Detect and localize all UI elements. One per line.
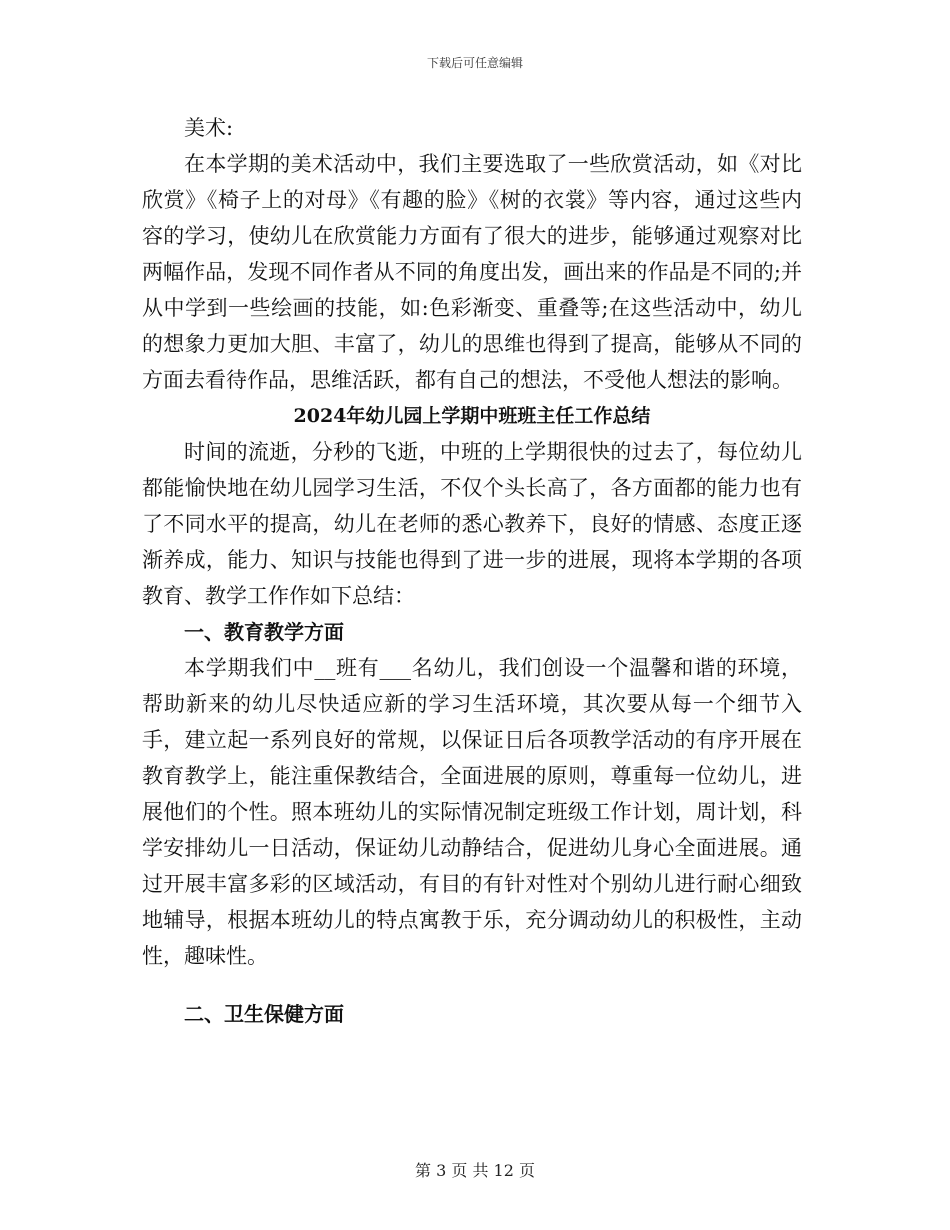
- document-body: [142, 110, 802, 1032]
- art-section-paragraph: 在本学期的美术活动中，我们主要选取了一些欣赏活动，如《对比欣赏》《椅子上的对母》《有趣的脸》《树的衣裳》等内容，通过这些内容的学习，使幼儿在欣赏能力方面有了很大的进步，能够通过观察对比两幅作品，发现不同作者从不同的角度出发，画出来的作品是不同的;并从中学到一些绘画的技能，如:色彩渐变、重叠等;在这些活动中，幼儿的想象力更加大胆、丰富了，幼儿的思维也得到了提高，能够从不同的方面去看待作品，思维活跃，都有自己的想法，不受他人想法的影响。: [142, 152, 802, 392]
- page-number: 第 3 页 共 12 页: [415, 1161, 535, 1180]
- document-title: 2024年幼儿园上学期中班班主任工作总结: [293, 405, 651, 427]
- section-heading-health: 二、卫生保健方面: [184, 1002, 344, 1026]
- page-header: 下载后可任意编辑: [426, 56, 523, 70]
- section-heading-education: 一、教育教学方面: [184, 620, 344, 644]
- education-paragraph: 本学期我们中__班有___名幼儿，我们创设一个温馨和谐的环境，帮助新来的幼儿尽快适应新的学习生活环境，其次要从每一个细节入手，建立起一系列良好的常规，以保证日后各项教学活动的有序开展在教育教学上，能注重保教结合，全面进展的原则，尊重每一位幼儿，进展他们的个性。照本班幼儿的实际情况制定班级工作计划，周计划，科学安排幼儿一日活动，保证幼儿动静结合，促进幼儿身心全面进展。通过开展丰富多彩的区域活动，有目的有针对性对个别幼儿进行耐心细致地辅导，根据本班幼儿的特点寓教于乐，充分调动幼儿的积极性，主动性，趣味性。: [142, 656, 802, 968]
- art-section-label: 美术:: [184, 116, 234, 140]
- intro-paragraph: 时间的流逝，分秒的飞逝，中班的上学期很快的过去了，每位幼儿都能愉快地在幼儿园学习生活，不仅个头长高了，各方面都的能力也有了不同水平的提高，幼儿在老师的悉心教养下，良好的情感、态度正逐渐养成，能力、知识与技能也得到了进一步的进展，现将本学期的各项教育、教学工作作如下总结：: [142, 440, 802, 608]
